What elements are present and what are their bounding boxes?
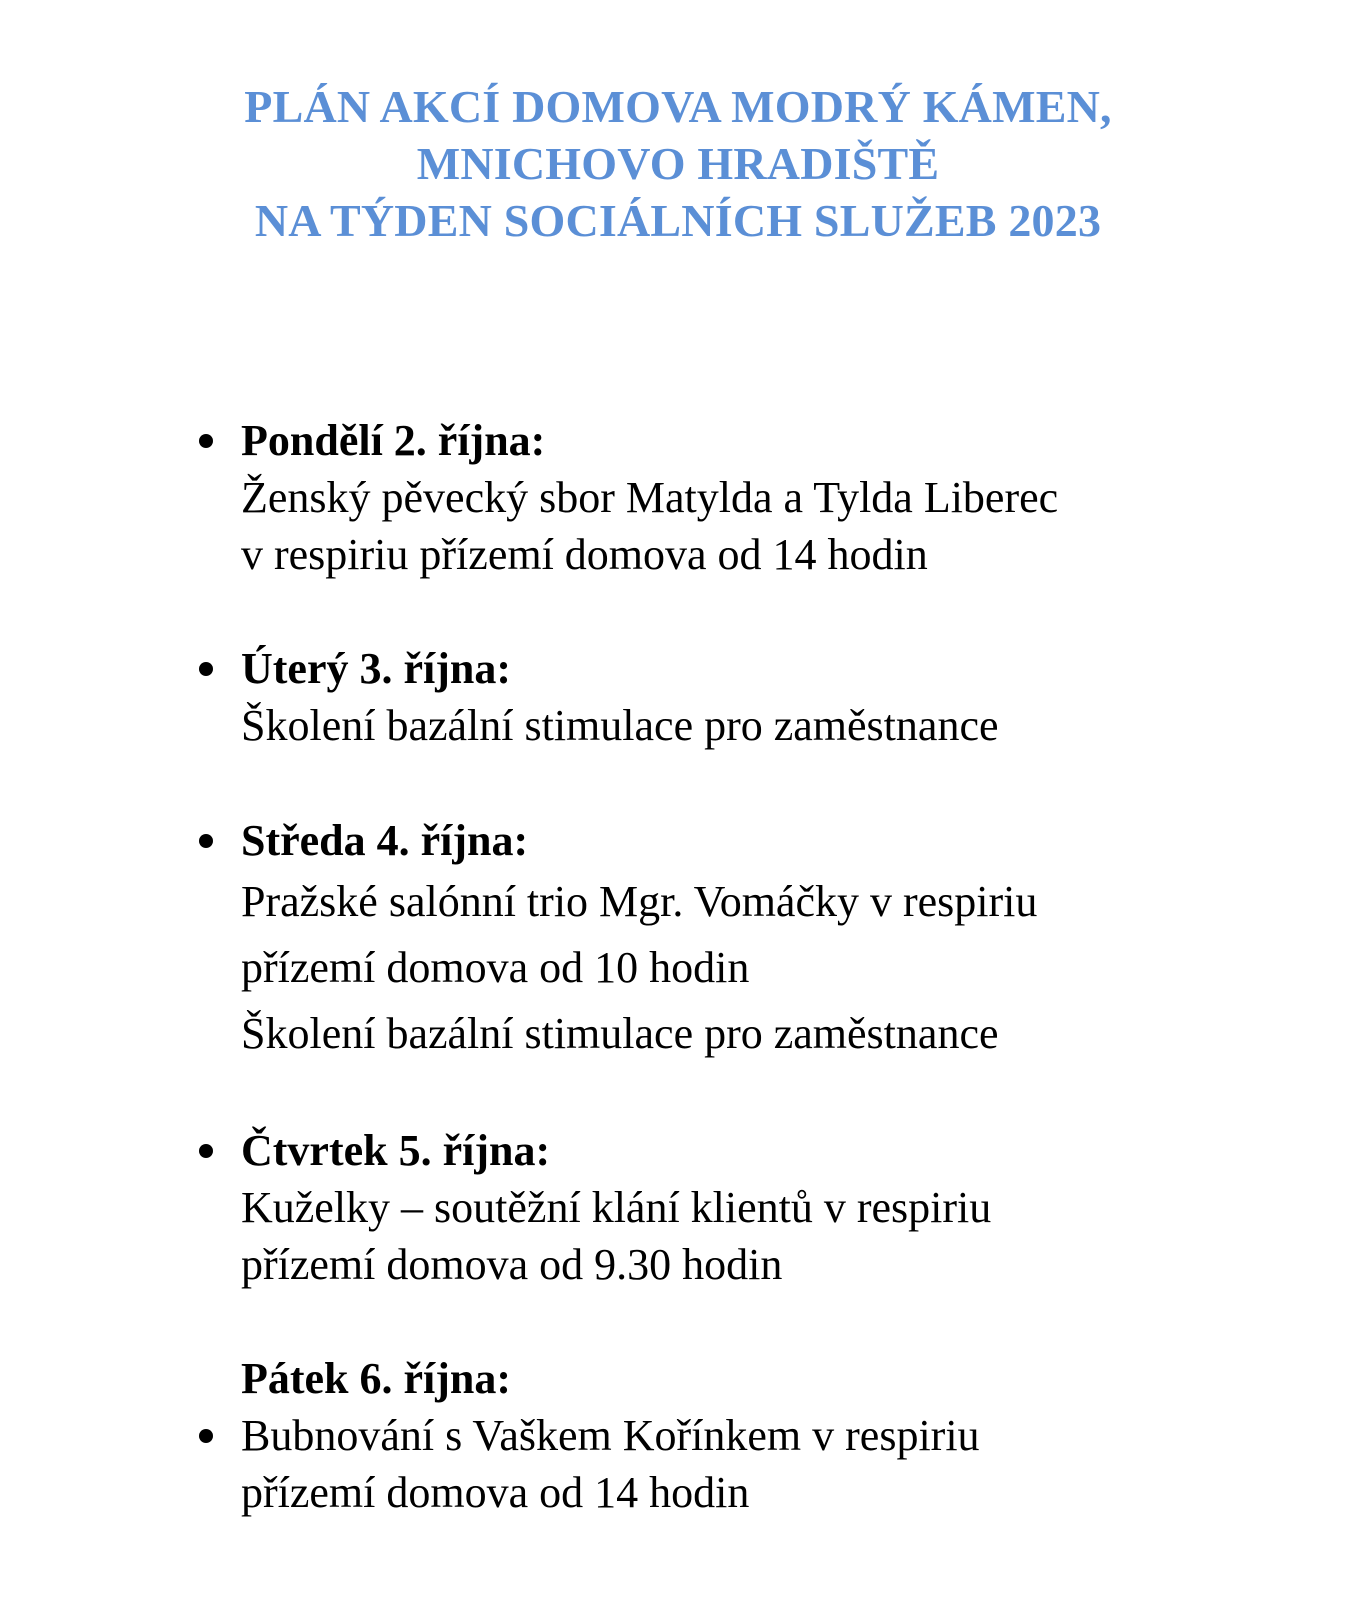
event-description-line: Školení bazální stimulace pro zaměstnance (241, 701, 999, 750)
event-day-label: Pondělí 2. října: (241, 416, 546, 465)
document-title (0, 78, 1356, 249)
title-line-3: NA TÝDEN SOCIÁLNÍCH SLUŽEB 2023 (254, 195, 1102, 246)
event-description-line: přízemí domova od 10 hodin (241, 943, 750, 992)
event-description-line: Kuželky – soutěžní klání klientů v respiriu (241, 1183, 992, 1232)
bullet-icon (199, 834, 213, 848)
event-description-line: Školení bazální stimulace pro zaměstnance (241, 1009, 999, 1058)
event-day-label: Úterý 3. října: (241, 644, 512, 693)
event-day-heading (241, 1350, 1301, 1407)
event-day-label: Pátek 6. října: (241, 1354, 512, 1403)
event-description-line (241, 1407, 1301, 1464)
event-description-line: přízemí domova od 14 hodin (241, 1468, 750, 1517)
event-day-heading (241, 812, 1301, 869)
bullet-icon (199, 434, 213, 448)
event-thursday (241, 1122, 1301, 1293)
title-line-1: PLÁN AKCÍ DOMOVA MODRÝ KÁMEN, (244, 81, 1112, 132)
title-line-2: MNICHOVO HRADIŠTĚ (416, 138, 940, 189)
event-description-line: v respiriu přízemí domova od 14 hodin (241, 530, 928, 579)
bullet-icon (199, 1144, 213, 1158)
event-wednesday (241, 812, 1301, 1067)
event-day-heading (241, 640, 1301, 697)
bullet-icon (199, 1429, 213, 1443)
event-description-text: Bubnování s Vaškem Kořínkem v respiriu (241, 1411, 980, 1460)
event-monday (241, 412, 1301, 583)
event-description-line: Ženský pěvecký sbor Matylda a Tylda Liberec (241, 473, 1059, 522)
event-description-line: Pražské salónní trio Mgr. Vomáčky v respiriu (241, 877, 1038, 926)
event-description-line: přízemí domova od 9.30 hodin (241, 1240, 783, 1289)
event-tuesday (241, 640, 1301, 754)
bullet-icon (199, 662, 213, 676)
event-day-label: Středa 4. října: (241, 816, 529, 865)
event-friday (241, 1350, 1301, 1521)
event-day-heading (241, 412, 1301, 469)
event-day-label: Čtvrtek 5. října: (241, 1126, 551, 1175)
event-day-heading (241, 1122, 1301, 1179)
